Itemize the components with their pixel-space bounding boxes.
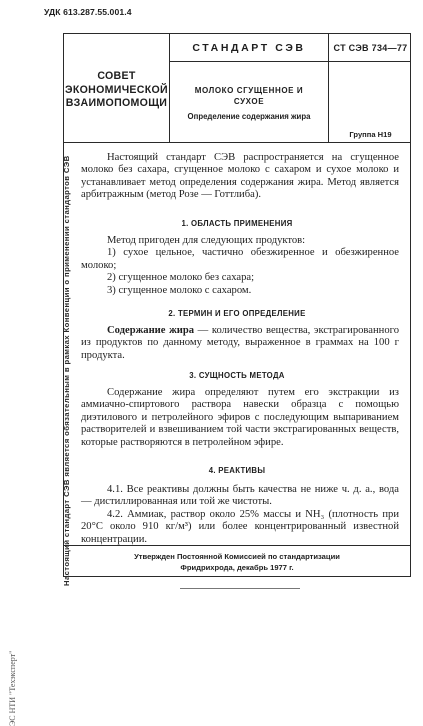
section-2-body — [81, 325, 399, 362]
term-label: Содержание жира — [107, 325, 195, 336]
document-subtitle: Определение содержания жира — [187, 112, 311, 121]
council-line-3: ВЗАИМОПОМОЩИ — [65, 97, 168, 109]
council-name — [64, 70, 169, 111]
document-title — [170, 86, 328, 107]
document-title-line-1: МОЛОКО СГУЩЕННОЕ И — [194, 86, 304, 95]
standard-code: СТ СЭВ 734—77 — [333, 43, 408, 53]
section-3-heading: 3. СУЩНОСТЬ МЕТОДА — [189, 371, 285, 380]
section-1-body — [81, 235, 399, 297]
source-stamp: ЭС НТИ "Техэксперт" — [8, 650, 17, 726]
term-definition: — количество вещества, экстрагированного из продуктов по данному методу, выраженное в граммах на 100 г продукта. — [81, 325, 399, 361]
section-1-heading: 1. ОБЛАСТЬ ПРИМЕНЕНИЯ — [181, 219, 293, 228]
section-1-item-3: 3) сгущенное молоко с сахаром. — [107, 284, 252, 296]
document-title-line-2: СУХОЕ — [233, 96, 265, 106]
section-4-paragraph-1: 4.1. Все реактивы должны быть качества не ниже ч. д. а., вода — дистиллированная или той же чистоты. — [81, 484, 399, 508]
sidebar-notice: Настоящий стандарт СЭВ является обязательным в рамках Конвенции о применении стандартов СЭВ — [62, 155, 71, 586]
section-2-heading: 2. ТЕРМИН И ЕГО ОПРЕДЕЛЕНИЕ — [168, 309, 306, 318]
approval-line-2: Фридрихрода, декабрь 1977 г. — [180, 562, 294, 572]
section-3-body: Содержание жира определяют путем его экстракции из аммиачно-спиртового раствора навески образца с помощью диэтилового и петролейного эфиров с последующим выпариванием растворителей и взвешиванием той части экстрагированных веществ, которые растворяются в петролейном эфире. — [81, 387, 399, 448]
cut-off-rule — [180, 588, 300, 595]
udk-code: УДК 613.287.55.001.4 — [44, 7, 132, 17]
approval-footer — [64, 552, 410, 573]
section-4-heading: 4. РЕАКТИВЫ — [208, 466, 266, 475]
section-4-paragraph-2: 4.2. Аммиак, раствор около 25% массы и NH₃ (плотность при 20°С около 910 кг/м³) или более концентрированный известной концентрации. — [81, 509, 399, 545]
header-bottom-rule — [63, 142, 411, 143]
group-label: Группа Н19 — [349, 130, 392, 139]
section-1-item-1: 1) сухое цельное, частично обезжиренное и обезжиренное молоко; — [81, 247, 399, 271]
approval-line-1: Утвержден Постоянной Комиссией по стандартизации — [134, 552, 340, 561]
standard-label: СТАНДАРТ СЭВ — [192, 42, 306, 54]
council-line-1: СОВЕТ — [97, 70, 136, 82]
section-1-lead: Метод пригоден для следующих продуктов: — [107, 235, 306, 246]
header-rule — [169, 61, 410, 62]
council-line-2: ЭКОНОМИЧЕСКОЙ — [65, 83, 168, 96]
section-1-item-2: 2) сгущенное молоко без сахара; — [107, 272, 255, 284]
intro-paragraph: Настоящий стандарт СЭВ распространяется на сгущенное молоко без сахара, сгущенное молоко с сахаром и сухое молоко и устанавливает метод определения содержания жира. Метод является арбитражным (метод Розе — Готтлиба). — [81, 152, 399, 201]
